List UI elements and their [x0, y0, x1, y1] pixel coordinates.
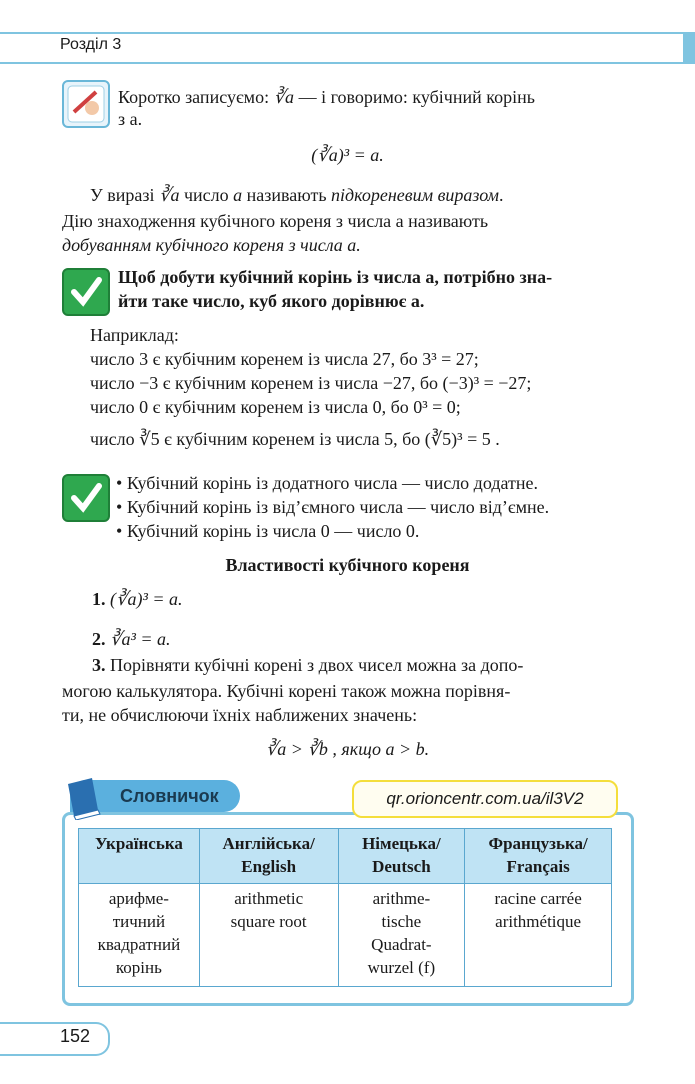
property-3-line1: 3. Порівняти кубічні корені з двох чисел можна за допо-: [92, 655, 524, 675]
properties-title: Властивості кубічного кореня: [225, 555, 470, 575]
para1-line3: добуванням кубічного кореня з числа a.: [62, 235, 361, 255]
checkmark-icon: [62, 474, 110, 522]
rule2-item-2: • Кубічний корінь із від’ємного числа — число від’ємне.: [116, 497, 550, 517]
examples-intro: Наприклад:: [90, 325, 179, 345]
table-cell: arithme- tische Quadrat- wurzel (f): [338, 884, 465, 987]
example-2: число −3 є кубічним коренем із числа −27, бо (−3)³ = −27;: [90, 373, 532, 393]
checkmark-icon: [62, 268, 110, 316]
table-header: Англійська/ English: [199, 829, 338, 884]
table-row: [79, 884, 612, 987]
section-title: Розділ 3: [60, 36, 122, 53]
book-icon: [64, 776, 108, 820]
note1-formula: (∛a)³ = a.: [311, 145, 384, 165]
page-number-box: [0, 1022, 110, 1056]
dictionary-table: [78, 828, 612, 987]
pencil-hand-icon: [62, 80, 110, 128]
note1-line1: Коротко записуємо: ∛a — і говоримо: кубічний корінь: [118, 87, 535, 107]
property-1: 1. (∛a)³ = a.: [92, 589, 183, 609]
property-3-formula: ∛a > ∛b , якщо a > b.: [265, 739, 430, 759]
property-2: 2. ∛a³ = a.: [92, 629, 171, 649]
example-1: число 3 є кубічним коренем із числа 27, бо 3³ = 27;: [90, 349, 479, 369]
rule1-line1: Щоб добути кубічний корінь із числа a, потрібно зна-: [118, 267, 553, 287]
dictionary-tab: [70, 780, 240, 812]
table-header: Німецька/ Deutsch: [338, 829, 465, 884]
property-3-line2: могою калькулятора. Кубічні корені також можна порівня-: [62, 681, 511, 701]
table-cell: racine carrée arithmétique: [465, 884, 612, 987]
page-number: 152: [60, 1026, 91, 1046]
rule2-item-3: • Кубічний корінь із числа 0 — число 0.: [116, 521, 420, 541]
rule1-line2: йти таке число, куб якого дорівнює a.: [118, 291, 425, 311]
table-header: Українська: [79, 829, 200, 884]
para1-line2: Дію знаходження кубічного кореня з числа a називають: [62, 211, 489, 231]
example-4: число ∛5 є кубічним коренем із числа 5, бо (∛5)³ = 5 .: [90, 429, 500, 449]
example-3: число 0 є кубічним коренем із числа 0, бо 0³ = 0;: [90, 397, 461, 417]
para1-line1: У виразі ∛a число a називають підкореневим виразом.: [90, 185, 504, 205]
table-cell: арифме- тичний квадратний корінь: [79, 884, 200, 987]
table-header-row: [79, 829, 612, 884]
qr-link[interactable]: qr.orioncentr.com.ua/il3V2: [352, 780, 618, 818]
rule2-item-1: • Кубічний корінь із додатного числа — число додатне.: [116, 473, 538, 493]
note1-line2: з a.: [118, 109, 143, 129]
dictionary-tab-label: Словничок: [120, 786, 219, 806]
table-cell: arithmetic square root: [199, 884, 338, 987]
table-header: Французька/ Français: [465, 829, 612, 884]
property-3-line3: ти, не обчислюючи їхніх наближених значень:: [62, 705, 418, 725]
header-accent: [683, 32, 695, 64]
